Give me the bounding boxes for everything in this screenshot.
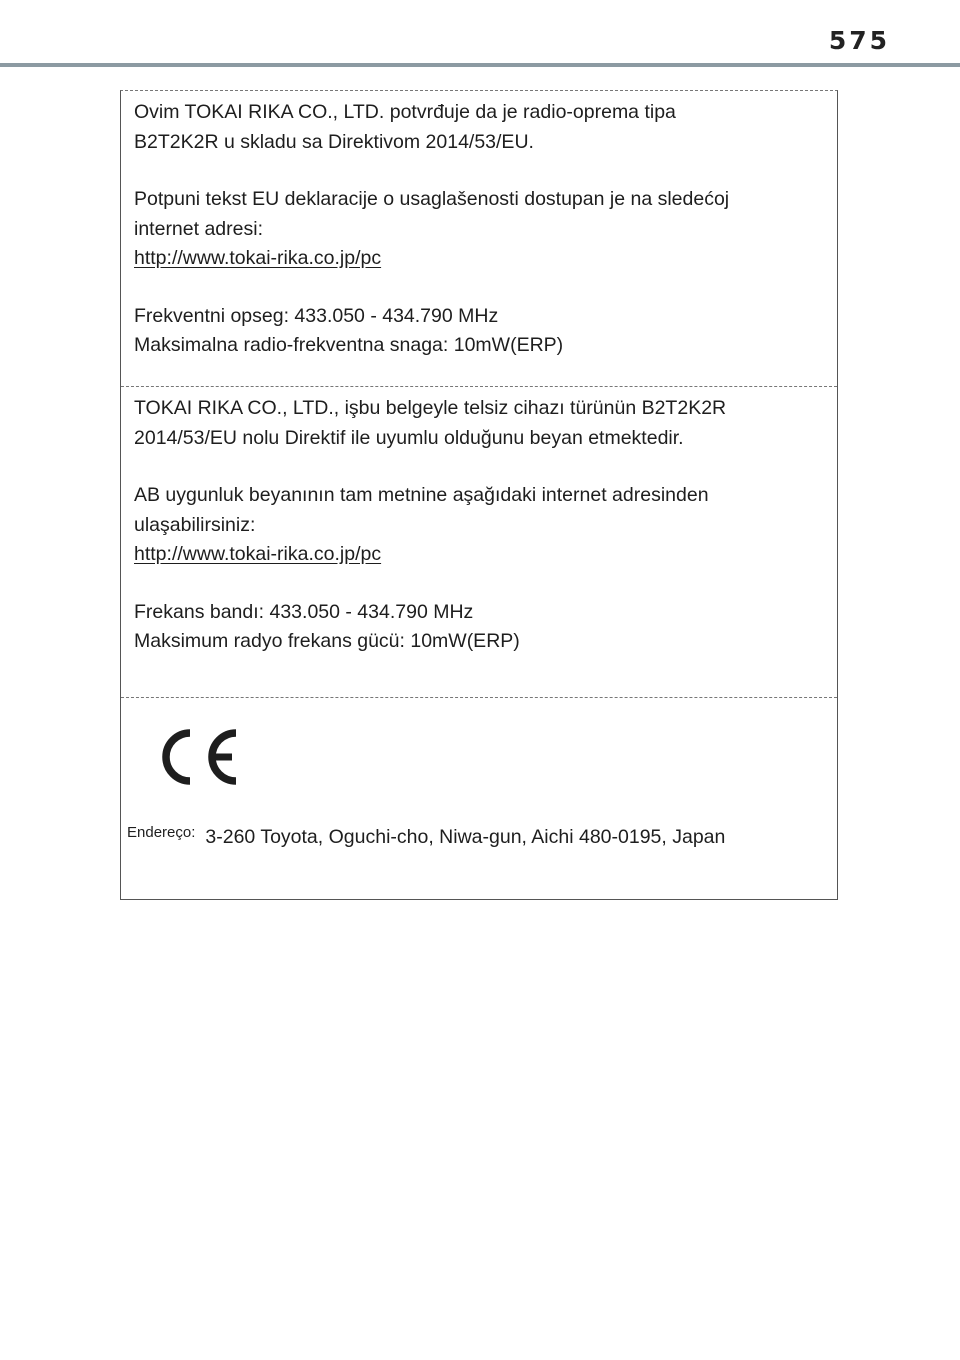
turkish-line-4: ulaşabilirsiniz: [134, 513, 256, 536]
serbian-line-2: B2T2K2R u skladu sa Direktivom 2014/53/EU. [134, 130, 534, 153]
address-row [127, 824, 725, 849]
ce-section [121, 698, 837, 901]
turkish-line-3: AB uygunluk beyanının tam metnine aşağıdaki internet adresinden [134, 484, 709, 506]
serbian-line-4: internet adresi: [134, 217, 263, 240]
turkish-line-2: 2014/53/EU nolu Direktif ile uyumlu olduğunu beyan etmektedir. [134, 426, 684, 449]
serbian-url-link[interactable]: http://www.tokai-rika.co.jp/pc [134, 247, 382, 269]
turkish-line-1: TOKAI RIKA CO., LTD., işbu belgeyle telsiz cihazı türünün B2T2K2R [134, 397, 727, 419]
turkish-frequency: Frekans bandı: 433.050 - 434.790 MHz [134, 600, 474, 623]
serbian-line-1: Ovim TOKAI RIKA CO., LTD. potvrđuje da je radio-oprema tipa [134, 101, 676, 123]
turkish-declaration [121, 387, 837, 698]
address-label: Endereço: [127, 824, 196, 841]
serbian-declaration [121, 91, 837, 387]
turkish-url-link[interactable]: http://www.tokai-rika.co.jp/pc [134, 543, 382, 565]
turkish-power: Maksimum radyo frekans gücü: 10mW(ERP) [134, 630, 520, 652]
address-value: 3-260 Toyota, Oguchi-cho, Niwa-gun, Aichi 480-0195, Japan [205, 826, 726, 848]
serbian-line-3: Potpuni tekst EU deklaracije o usaglašenosti dostupan je na sledećoj [134, 188, 730, 210]
serbian-power: Maksimalna radio-frekventna snaga: 10mW(ERP) [134, 334, 564, 356]
header-rule [0, 63, 960, 67]
ce-mark-icon [153, 726, 239, 788]
declaration-box [120, 90, 838, 900]
page-number: 575 [828, 26, 890, 55]
serbian-frequency: Frekventni opseg: 433.050 - 434.790 MHz [134, 304, 499, 327]
